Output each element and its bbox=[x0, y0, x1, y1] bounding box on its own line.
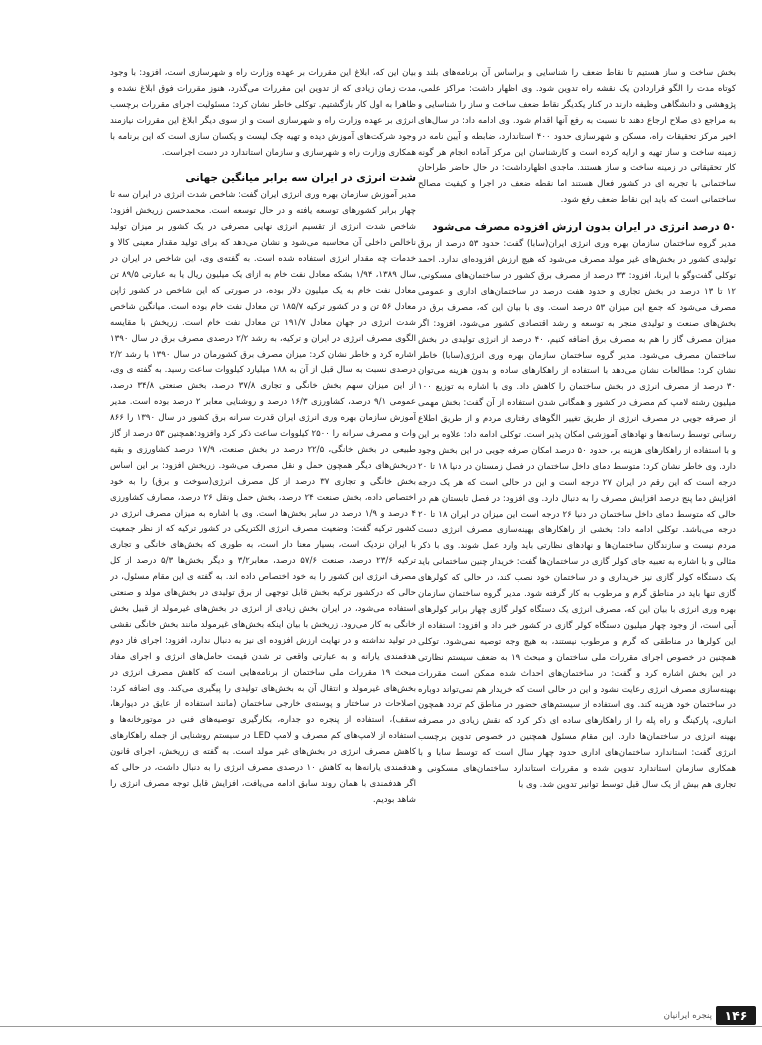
magazine-name: پنجره ایرانیان bbox=[663, 1011, 712, 1021]
footer-divider bbox=[0, 1026, 762, 1027]
section-heading: شدت انرژی در ایران سه برابر میانگین جهانی bbox=[185, 172, 416, 185]
section-heading: ۵۰ درصد انرژی در ایران بدون ارزش افزوده مصرف می‌شود bbox=[432, 221, 736, 234]
article-paragraph: مدیر آموزش سازمان بهره وری انرژی ایران گفت: شاخص شدت انرژی در ایران سه تا چهار برابر کشورهای توسعه یافته و در حال توسعه است. محمدحسن زریخش افزود: شاخص شدت انرژی از تقسیم انرژی نهایی مصرفی در یک کشور بر میزان تولید ناخالص داخلی آن محاسبه می‌شود و نشان می‌دهد که برای تولید مقدار معینی کالا و خدمات چه مقدار انرژی استفاده شده است. به گفته‌ی وی، این شاخص در ایران در سال ۱۳۸۹، ۱/۹۴ بشکه معادل نفت خام به ازای یک میلیون ریال یا به عبارتی ۸۹/۵ تن معادل نفت خام به یک میلیون دلار بوده، در صورتی که این شاخص در کشور ژاپن معادل ۵۶ تن و در کشور ترکیه ۱۸۵/۷ تن معادل نفت خام بوده است. میانگین شاخص شدت انرژی در جهان معادل ۱۹۱/۷ تن معادل نفت خام است. زریخش با مقایسه الگوی مصرف انرژی در ایران و ترکیه، به رشد ۲/۲ درصدی مصرف برق در سال ۱۳۹۰ اشاره کرد و خاطر نشان کرد: میزان مصرف برق کشورمان در سال ۱۳۹۰ با رشد ۲/۲ درصدی نسبت به سال قبل از آن به ۱۸۸ میلیارد کیلووات ساعت رسید. به گفته ی وی، از این میزان سهم بخش خانگی و تجاری ۳۷/۸ درصد، بخش صنعتی ۳۴/۸ درصد، عمومی ۹/۱ درصد، کشاورزی ۱۶/۳ درصد و روشنایی معابر ۲ درصد بوده است. مدیر آموزش سازمان بهره وری انرژی ایران قدرت سرانه برق کشور در سال ۱۳۹۰ را ۸۶۶ وات و مصرف سرانه را ۲۵۰۰ کیلووات ساعت ذکر کرد وافزود:همچنین ۵۳ درصد از گاز طبیعی در بخش خانگی، ۲۲/۵ درصد در بخش صنعت، ۱۷/۹ درصد کشاورزی و بقیه دربخش‌های دیگر همچون حمل و نقل مصرف می‌شود. زریخش افزود: بر این اساس بخش خانگی و تجاری ۳۷ درصد از کل مصرف انرژی(سوخت و برق) را به خود اختصاص داده، بخش صنعت ۲۴ درصد، بخش حمل ونقل ۲۶ درصد، مصارف کشاورزی ۴ درصد و ۱/۹ درصد در سایر بخش‌ها است. وی با اشاره به میزان مصرف انرژی در کشور ترکیه گفت: وضعیت مصرف انرژی الکتریکی در کشور ترکیه که از نظر جمعیت با ایران نزدیک است، بسیار معنا دار است، به طوری که بخش‌های خانگی و تجاری ترکیه ۲۳/۶ درصد، صنعت ۵۷/۶ درصد، معابر۳/۲ و دیگر بخش‌ها ۵/۳ درصد از کل مصرف انرژی این کشور را به خود اختصاص داده اند. به گفته ی این مقام مسئول، در حالی که درکشور ترکیه بخش قابل توجهی از برق تولیدی در بخش‌های مولد و صنعتی استفاده می‌شود، در ایران بخش زیادی از انرژی در بخش‌های غیرمولد از قبیل بخش خانگی به کار می‌رود. زریخش با بیان اینکه بخش‌های غیرمولد مانند بخش خانگی نقشی در تولید نداشته و در نهایت ارزش افزوده ای نیز به دنبال ندارد، افزود: اجرای فاز دوم هدفمندی یارانه و به عبارتی واقعی تر شدن قیمت حامل‌های انرژی و اجرای مفاد مبحث ۱۹ مقررات ملی ساختمان از برنامه‌هایی است که کاهش مصرف انرژی در بخش‌های غیرمولد و انتقال آن به بخش‌های تولیدی را پیگیری می‌کند. وی اضافه کرد: اصلاحات در ساختار و پوسته‌ی خارجی ساختمان (مانند استفاده از عایق در دیوارها، سقف)، استفاده از پنجره دو جداره، بکارگیری توصیه‌های فنی در موتورخانه‌ها و استفاده از لامپ‌های کم مصرف و لامپ LED در سیستم روشنایی از جمله راهکارهای کاهش مصرف انرژی در بخش‌های غیر مولد است. به گفته ی زریخش، اجرای قانون هدفمندی یارانه‌ها به کاهش ۱۰ درصدی مصرف انرژی را به دنبال داشت، در حالی که اگر هدفمندی با همان روند سابق ادامه می‌یافت، افزایش قابل توجه مصرف انرژی را شاهد بودیم. bbox=[110, 190, 416, 805]
left-column bbox=[110, 66, 416, 982]
article-paragraph: بیان این که، ابلاغ این مقررات بر عهده وزارت راه و شهرسازی است، افزود: با وجود مدت زمان زیادی که از تدوین این مقررات می‌گذرد، هنوز مقررات فوق ابلاغ نشده و ظاهرا به اول کار بازگشتیم. توکلی خاطر نشان کرد: مسئولیت اجرای مقررات برچسب انرژی بر عهده وزارت راه و شهرسازی است و از سوی دیگر ابلاغ این مقررات نیازمند وجود شرکت‌های آموزش دیده و تهیه چک لیست و یکسان سازی است که این برنامه با همکاری وزارت راه و شهرسازی و سازمان استاندارد در دست اجراست. bbox=[110, 68, 416, 158]
article-paragraph: بخش ساخت و ساز هستیم تا نقاط ضعف را شناسایی و براساس آن برنامه‌های بلند و کوتاه مدت را الگو قراردادن یک نقشه راه تدوین شود. وی اظهار داشت: مراکز علمی، پژوهشی و دانشگاهی وظیفه دارند در کنار یکدیگر نقاط ضعف ساخت و ساز را شناسایی و به مراجع ذی صلاح ارجاع دهند تا نسبت به رفع آنها اقدام شود. وی ادامه داد: در سال‌های اخیر مرکز تحقیقات راه، مسکن و شهرسازی حدود ۴۰۰ استاندارد، ضابطه و آیین نامه در زمینه ساخت و ساز تهیه و ارایه کرده است و کارشناسان این مرکز آماده انجام هر گونه کار تحقیقاتی در زمینه ساخت و ساز هستند. ماجدی اظهارداشت: در حال حاضر طراحان ساختمانی با تجربه ای در کشور فعال هستند اما نقطه ضعف در اجرا و کیفیت مصالح ساختمانی است که باید این نقاط ضعف رفع شود. bbox=[418, 68, 736, 206]
article-paragraph: مدیر گروه ساختمان سازمان بهره وری انرژی ایران(سابا) گفت: حدود ۵۳ درصد از برق تولیدی کشور در بخش‌های غیر مولد مصرف می‌شود که هیچ ارزش افزوده‌ای ندارد. احمد توکلی گفت‌وگو با ایرنا، افزود: ۳۳ درصد از مصرف برق کشور در ساختمان‌های مسکونی، ۱۲ تا ۱۳ درصد در بخش تجاری و حدود هفت درصد در ساختمان‌های اداری و عمومی مصرف می‌شود که جمع این میزان ۵۳ درصد است. وی با بیان این که، مصرف برق در بخش‌های صنعت و تولیدی منجر به توسعه و رشد اقتصادی کشور می‌شود، افزود: اگر میزان مصرف گاز را هم به مصرف برق اضافه کنیم، ۴۰ درصد از انرژی تولیدی در بخش ساختمان مصرف می‌شود. مدیر گروه ساختمان سازمان بهره وری انرژی(سابا) خاطر نشان کرد: مطالعات نشان می‌دهد با استفاده از راهکارهای ساده و بدون هزینه می‌توان ۳۰ درصد از مصرف انرژی در بخش ساختمان را کاهش داد. وی با اشاره به توزیع ۱۰۰ میلیون رشته لامپ کم مصرف در کشور و همگانی شدن استفاده از آن گفت: بخش مهمی از صرفه جویی در مصرف انرژی از طریق تغییر الگوهای رفتاری مردم و از طریق اطلاع رسانی توسط رسانه‌ها و نهادهای آموزشی امکان پذیر است. توکلی ادامه داد: علاوه بر این و با استفاده از راهکارهای هزینه بر، حدود ۵۰ درصد امکان صرفه جویی در این بخش وجود دارد. وی خاطر نشان کرد: متوسط دمای داخل ساختمان در فصل زمستان در دنیا ۱۸ تا ۲۰ درجه است که این رقم در ایران ۲۷ درجه است و این در حالی است که هر یک درجه افزایش دما پنج درصد افزایش مصرف را به دنبال دارد. وی افزود: در فصل تابستان هم در حالی که متوسط دمای داخل ساختمان در دنیا ۲۶ درجه است این میزان در ایران ۱۸ تا ۲۰ درجه می‌باشد. توکلی ادامه داد: بخشی از راهکارهای بهینه‌سازی مصرف انرژی دست مردم نیست و سازندگان ساختمان‌ها و نهادهای نظارتی باید وارد عمل شوند. وی با ذکر مثالی و با اشاره به تعبیه جای کولر گازی در ساختمان‌ها گفت: خریدار چنین ساختمانی باید یک دستگاه کولر گازی نیز خریداری و در ساختمان خود نصب کند، در حالی که کولرهای گازی تنها باید در مناطق گرم و مرطوب به کار گرفته شود. مدیر گروه ساختمان سازمان بهره وری انرژی با بیان این که، مصرف انرژی یک دستگاه کولر گازی چهار برابر کولرهای آبی است، از وجود چهار میلیون دستگاه کولر گازی در کشور خبر داد و افزود: استفاده از این کولرها در مناطقی که گرم و مرطوب نیستند، به هیچ وجه توصیه نمی‌شود. توکلی همچنین در خصوص اجرای مقررات ملی ساختمان و مبحث ۱۹ به ضعف سیستم نظارتی در این بخش اشاره کرد و گفت: در ساختمان‌های احداث شده ممکن است مقررات بهینه‌سازی مصرف انرژی رعایت نشود و این در حالی است که خریدار هم نمی‌تواند دوباره در ساختمان خود هزینه کند. وی استفاده از سیستم‌های حضور در مناطق کم تردد همچون انباری، پارکینگ و راه پله را از راهکارهای ساده ای ذکر کرد که نقش زیادی در مصرفه بهینه انرژی در ساختمان‌ها دارد. این مقام مسئول همچنین در خصوص تدوین برچسب انرژی گفت: استاندارد ساختمان‌های اداری حدود چهار سال است که توسط سابا و با همکاری سازمان استاندارد تدوین شده و مقررات استاندارد ساختمان‌های مسکونی و تجاری هم بیش از یک سال قبل توسط توانیر تدوین شد. وی با bbox=[418, 239, 736, 790]
page-number: ۱۴۶ bbox=[716, 1006, 756, 1025]
right-column bbox=[418, 66, 736, 982]
